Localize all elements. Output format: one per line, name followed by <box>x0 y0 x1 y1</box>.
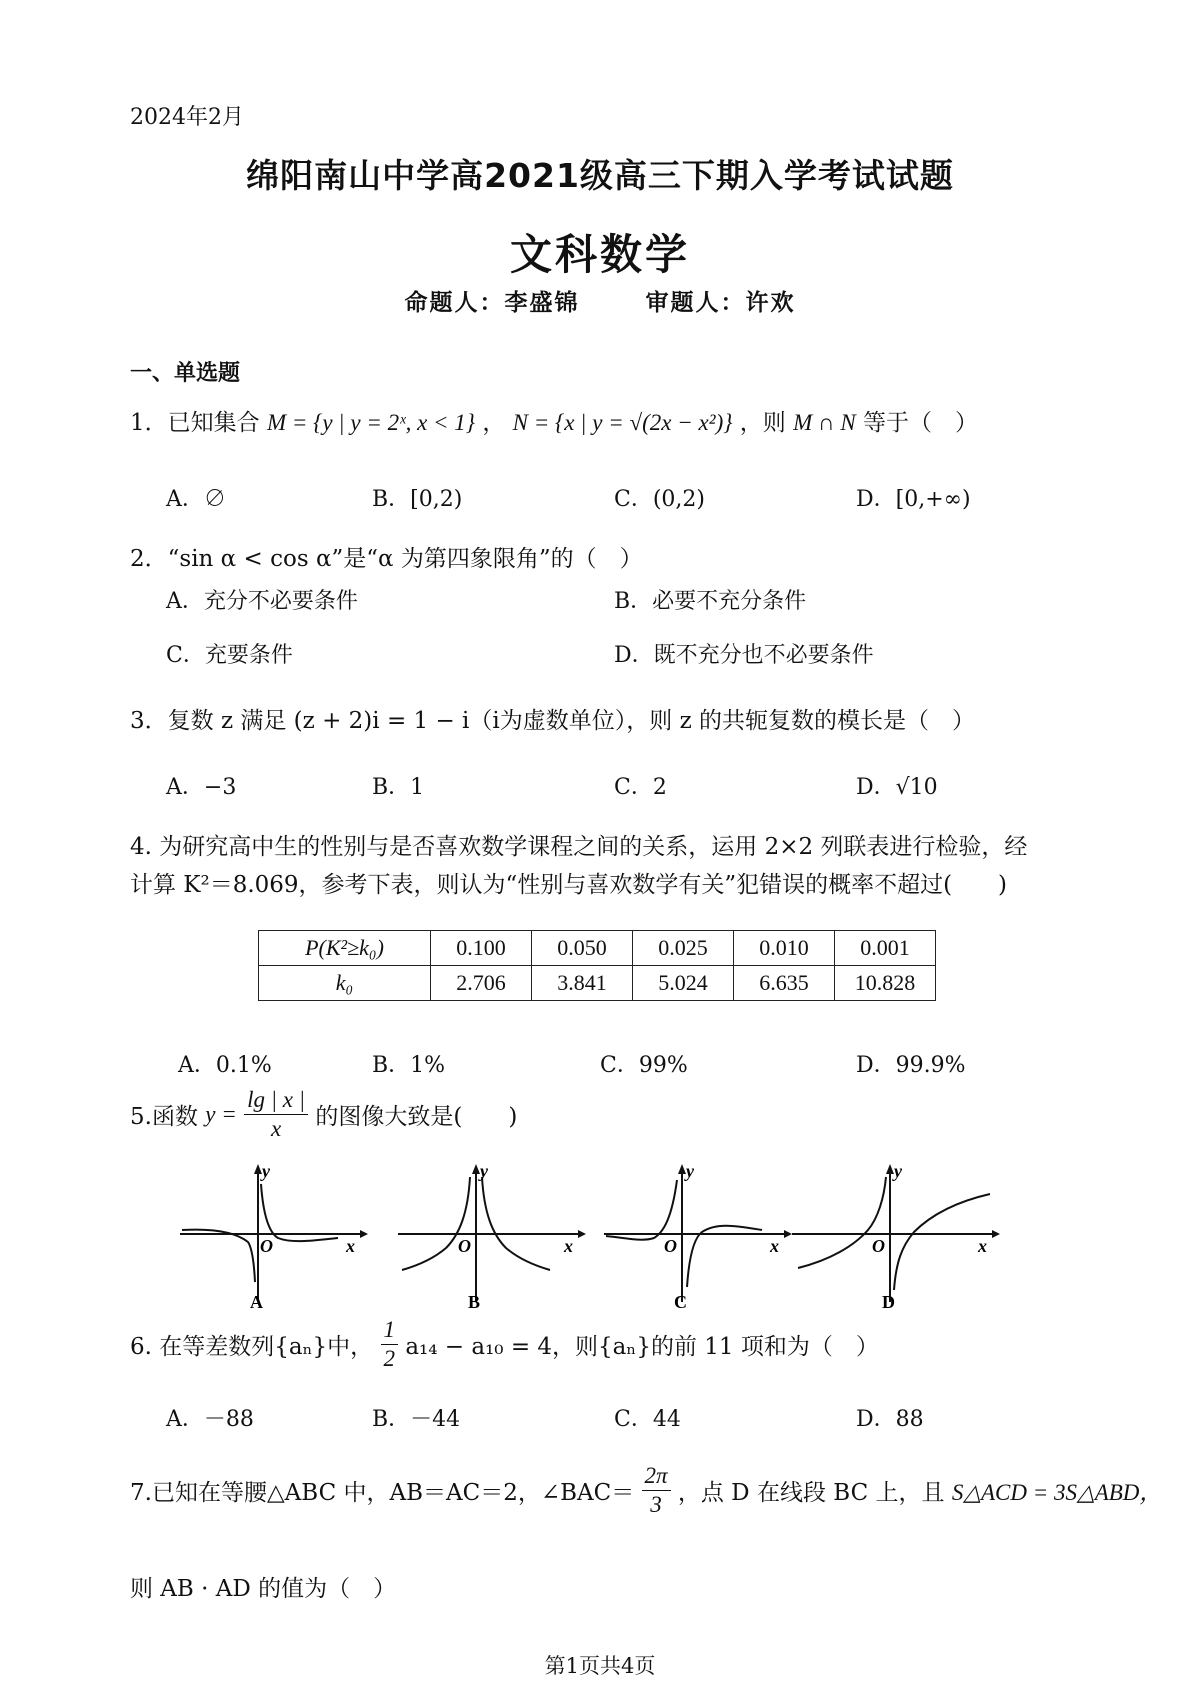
q6-numerator: 1 <box>381 1316 399 1345</box>
q3-option-c: C．2 <box>614 775 667 800</box>
table-header-k0: k₀ <box>259 966 431 1001</box>
origin-label: O <box>664 1236 677 1256</box>
table-cell: 10.828 <box>835 966 936 1001</box>
origin-label: O <box>872 1236 885 1256</box>
curve-left <box>606 1180 677 1240</box>
q1-set-m: M = {y | y = 2ˣ, x < 1} <box>266 410 476 435</box>
authors <box>0 284 1200 317</box>
q2-option-a: A．充分不必要条件 <box>166 589 358 614</box>
graph-d <box>790 1162 1000 1312</box>
table-cell: 6.635 <box>734 966 835 1001</box>
graph-label-c: C <box>674 1292 687 1312</box>
q1-option-c: C．(0,2) <box>614 487 705 512</box>
table-cell: 3.841 <box>532 966 633 1001</box>
graph-label-b: B <box>468 1292 481 1312</box>
curve-right <box>894 1194 990 1290</box>
q5-denominator: x <box>270 1116 282 1141</box>
x-arrow-icon <box>992 1230 1000 1238</box>
question-3: 3．复数 z 满足 (z + 2)i = 1 − i（i为虚数单位），则 z 的共轭复数的模长是（ ） <box>130 708 976 734</box>
question-5 <box>130 1086 517 1143</box>
curve-left <box>182 1230 255 1282</box>
q4-option-a: A．0.1% <box>178 1053 272 1078</box>
table-cell: 5.024 <box>633 966 734 1001</box>
table-header-p: P(K²≥k₀) <box>259 931 431 966</box>
q6-option-c: C．44 <box>614 1407 681 1432</box>
x-label: x <box>978 1236 987 1256</box>
q6-option-a: A．－88 <box>166 1407 254 1432</box>
x-arrow-icon <box>360 1230 368 1238</box>
x-label: x <box>564 1236 573 1256</box>
q7-area-relation: S△ACD = 3S△ABD， <box>951 1480 1163 1505</box>
y-arrow-icon <box>886 1164 894 1174</box>
graph-a <box>178 1162 368 1312</box>
q6-option-b: B．－44 <box>372 1407 461 1432</box>
q6-option-d: D．88 <box>856 1407 924 1432</box>
origin-label: O <box>260 1236 273 1256</box>
question-7 <box>130 1462 1162 1519</box>
origin-label: O <box>458 1236 471 1256</box>
question-1 <box>130 404 978 437</box>
q6-fraction <box>381 1316 399 1373</box>
q3-option-a: A．−3 <box>166 775 237 800</box>
q6-stem-b: a₁₄ − a₁₀ = 4，则{aₙ}的前 11 项和为（ ） <box>405 1334 879 1360</box>
exam-title: 绵阳南山中学高2021级高三下期入学考试试题 <box>246 156 954 195</box>
subject-title: 文科数学 <box>509 230 690 279</box>
q1-stem-b: ，则 <box>739 410 786 436</box>
exam-date: 2024年2月 <box>130 105 244 130</box>
y-arrow-icon <box>678 1164 686 1174</box>
graph-label-a: A <box>250 1292 263 1312</box>
q7-numerator: 2π <box>642 1462 671 1491</box>
setter: 命题人：李盛锦 <box>404 290 580 316</box>
section-heading: 一、单选题 <box>130 361 241 386</box>
question-4-line-2: 计算 K²＝8.069，参考下表，则认为“性别与喜欢数学有关”犯错误的概率不超过( ) <box>130 872 1008 898</box>
curve-left <box>402 1177 470 1270</box>
q1-option-b: B．[0,2) <box>372 487 463 512</box>
q1-option-a: A．∅ <box>166 487 226 512</box>
q7-stem-a: 7.已知在等腰△ABC 中，AB＝AC＝2，∠BAC＝ <box>130 1480 635 1506</box>
x-label: x <box>346 1236 355 1256</box>
q2-option-c: C．充要条件 <box>166 643 293 668</box>
table-cell: 0.001 <box>835 931 936 966</box>
graph-c <box>602 1162 792 1312</box>
q4-option-d: D．99.9% <box>856 1053 966 1078</box>
curve-right <box>482 1177 550 1270</box>
question-2: 2．“sin α < cos α”是“α 为第四象限角”的（ ） <box>130 546 643 572</box>
q7-fraction <box>642 1462 671 1519</box>
page-footer: 第1页共4页 <box>544 1654 656 1678</box>
q1-stem-a: 1．已知集合 <box>130 410 260 436</box>
q7-denominator: 3 <box>650 1492 662 1517</box>
y-arrow-icon <box>254 1164 262 1174</box>
reviewer: 审题人：许欢 <box>645 290 796 316</box>
table-cell: 0.010 <box>734 931 835 966</box>
q5-numerator: lg | x | <box>244 1086 308 1115</box>
q4-option-c: C．99% <box>600 1053 688 1078</box>
q4-option-b: B．1% <box>372 1053 446 1078</box>
graph-b <box>396 1162 586 1312</box>
table-cell: 0.100 <box>431 931 532 966</box>
q1-comma: ， <box>482 410 506 436</box>
q2-option-d: D．既不充分也不必要条件 <box>614 643 874 668</box>
y-label: y <box>686 1162 694 1181</box>
table-row <box>259 966 936 1001</box>
probability-table <box>258 930 936 1001</box>
q3-option-b: B．1 <box>372 775 425 800</box>
question-6 <box>130 1316 879 1373</box>
y-arrow-icon <box>472 1164 480 1174</box>
table-row <box>259 931 936 966</box>
question-7-line-2: 则 AB · AD 的值为（ ） <box>130 1576 397 1602</box>
x-arrow-icon <box>578 1230 586 1238</box>
x-label: x <box>770 1236 779 1256</box>
q7-stem-b: ，点 D 在线段 BC 上，且 <box>677 1480 945 1506</box>
q3-option-d: D．√10 <box>856 775 938 800</box>
q6-denominator: 2 <box>383 1346 395 1371</box>
graph-label-d: D <box>882 1292 895 1312</box>
q1-intersection: M ∩ N <box>793 410 856 435</box>
table-cell: 0.025 <box>633 931 734 966</box>
y-label: y <box>480 1162 488 1181</box>
table-cell: 2.706 <box>431 966 532 1001</box>
q5-fraction <box>244 1086 308 1143</box>
q1-option-d: D．[0,+∞) <box>856 487 971 512</box>
q5-suffix: 的图像大致是( ) <box>315 1104 518 1130</box>
table-cell: 0.050 <box>532 931 633 966</box>
q5-lhs: y = <box>205 1101 237 1127</box>
q6-stem-a: 6. 在等差数列{aₙ}中， <box>130 1334 374 1360</box>
q1-set-n: N = {x | y = √(2x − x²)} <box>512 410 733 435</box>
q5-prefix: 5.函数 <box>130 1104 198 1130</box>
y-label: y <box>262 1162 270 1181</box>
question-4-line-1: 4. 为研究高中生的性别与是否喜欢数学课程之间的关系，运用 2×2 列联表进行检验，经 <box>130 834 1028 860</box>
q1-stem-c: 等于（ ） <box>863 410 978 436</box>
y-label: y <box>894 1162 902 1181</box>
curve-right <box>261 1184 338 1241</box>
q2-option-b: B．必要不充分条件 <box>614 589 807 614</box>
